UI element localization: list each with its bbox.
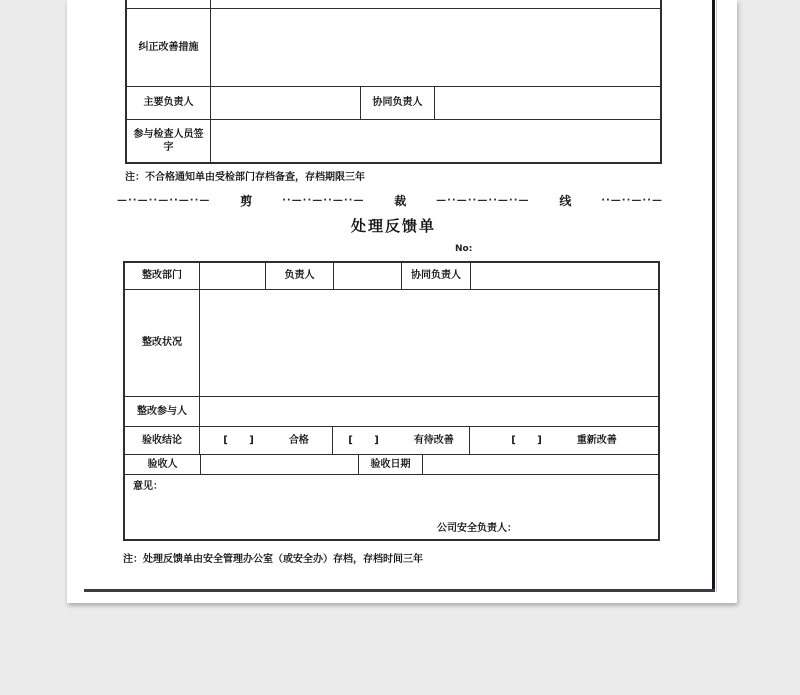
- table-row: [125, 474, 658, 539]
- accept-date-label: 验收日期: [358, 455, 422, 474]
- cut-line-dashes: ··—··—··—··—: [282, 194, 365, 206]
- notice-form-table: [125, 0, 662, 164]
- measures-value-cell[interactable]: [210, 9, 660, 86]
- cut-line-dashes: —··—··—··—··—: [436, 194, 530, 206]
- participants-signature-value-cell[interactable]: [210, 120, 660, 162]
- partial-value-cell[interactable]: [210, 0, 660, 8]
- measures-label: 纠正改善措施: [138, 41, 199, 53]
- checkbox-brackets[interactable]: [ ]: [348, 435, 388, 446]
- rectify-status-value-cell[interactable]: [199, 290, 658, 396]
- table-row: [127, 0, 660, 8]
- cut-line-char: 剪: [240, 193, 253, 208]
- page-right-border-shadow: [716, 0, 717, 592]
- co-responsible-value-cell[interactable]: [470, 263, 658, 289]
- partial-label-cell: [127, 0, 210, 8]
- page-bottom-border-line: [84, 589, 715, 592]
- co-responsible-label: 协同负责人: [401, 263, 470, 289]
- company-safety-signer-label: 公司安全负责人：: [437, 523, 517, 534]
- feedback-form-note: 注：处理反馈单由安全管理办公室（或安全办）存档，存档时间三年: [123, 554, 423, 565]
- table-row: [127, 119, 660, 162]
- checkbox-brackets[interactable]: [ ]: [223, 435, 263, 446]
- document-page: [67, 0, 737, 603]
- main-responsible-value-cell[interactable]: [210, 87, 360, 119]
- cut-line: [117, 190, 663, 210]
- table-row: [125, 289, 658, 396]
- table-row: [127, 8, 660, 86]
- table-row: [125, 396, 658, 426]
- co-responsible-value-cell[interactable]: [434, 87, 660, 119]
- conclusion-label: 验收结论: [142, 434, 182, 446]
- cut-line-char: 裁: [394, 193, 407, 208]
- acceptor-value-cell[interactable]: [200, 455, 358, 474]
- checkbox-brackets[interactable]: [ ]: [511, 435, 551, 446]
- table-row: [125, 454, 658, 474]
- table-row: [125, 426, 658, 454]
- responsible-value-cell[interactable]: [333, 263, 401, 289]
- co-responsible-label: 协同负责人: [360, 87, 434, 119]
- opinion-label: 意见：: [133, 481, 163, 492]
- acceptor-label: 验收人: [147, 458, 178, 470]
- cut-line-dashes: ··—··—··—: [601, 194, 663, 206]
- table-row: [127, 86, 660, 119]
- dept-label: 整改部门: [142, 270, 182, 282]
- page-title: 处理反馈单: [350, 217, 436, 235]
- rectify-participants-label: 整改参与人: [137, 405, 187, 417]
- option-label: 重新改善: [576, 434, 617, 446]
- rectify-participants-value-cell[interactable]: [199, 397, 658, 426]
- opinion-cell[interactable]: [125, 475, 658, 539]
- notice-form-note: 注：不合格通知单由受检部门存档备查，存档期限三年: [125, 172, 365, 183]
- rectify-status-label: 整改状况: [142, 337, 182, 349]
- table-row: [125, 263, 658, 289]
- form-number-label: No:: [455, 244, 473, 254]
- option-label: 合格: [288, 434, 309, 446]
- cut-line-char: 线: [559, 193, 572, 208]
- responsible-label: 负责人: [265, 263, 333, 289]
- accept-date-value-cell[interactable]: [422, 455, 658, 474]
- page-right-border-line: [712, 0, 715, 592]
- main-responsible-label: 主要负责人: [143, 97, 194, 109]
- dept-value-cell[interactable]: [199, 263, 265, 289]
- cut-line-dashes: —··—··—··—··—: [117, 194, 211, 206]
- option-label: 有待改善: [413, 434, 454, 446]
- conclusion-option-redo[interactable]: [469, 427, 658, 454]
- conclusion-option-needs-improvement[interactable]: [332, 427, 469, 454]
- participants-signature-label: 参与检查人员签字: [133, 128, 204, 153]
- conclusion-option-qualified[interactable]: [199, 427, 332, 454]
- feedback-form-table: [123, 261, 660, 541]
